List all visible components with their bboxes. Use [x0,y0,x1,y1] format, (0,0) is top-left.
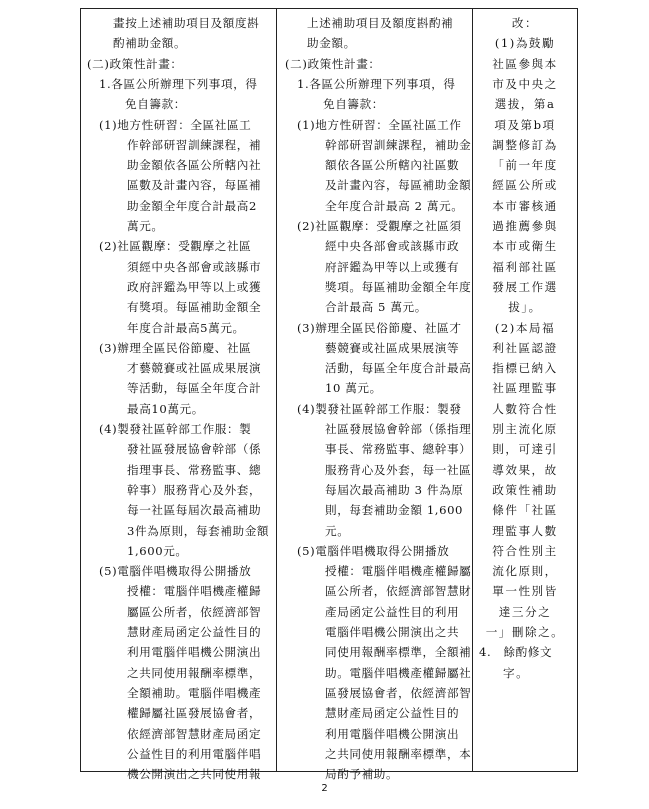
original-text-line: 及計畫內容，每區補助金額 [325,178,472,193]
current-text-line: 年度合計最高5萬元。 [127,320,245,335]
current-text-line: (2)社區觀摩：受觀摩之社區 [99,239,252,254]
current-text-line: 屬區公所者，依經濟部智 [127,604,262,619]
current-text-line: 1.各區公所辦理下列事項，得 [99,76,258,91]
explanation-line: 項及第b項 [494,117,556,132]
explanation-line: 達三分之 [498,604,552,619]
explanation-line: 選拔，第a [494,97,556,112]
current-text-line: 慧財產局函定公益性目的 [127,625,262,639]
current-text-line: (二)政策性計畫： [87,56,183,71]
current-text-line: 指理事長、常務監事、總 [127,462,262,477]
current-text-line: 權歸屬社區發展協會者， [127,706,262,721]
explanation-line: 一」刪除之。 [485,625,565,639]
explanation-line: 別主流化原 [492,422,558,436]
explanation-line: 單一性別皆 [492,584,558,599]
current-text-line: 3件為原則，每套補助金額 [127,523,270,538]
explanation-line: 「前一年度 [492,158,558,173]
current-text-line: 畫按上述補助項目及額度斟 [113,16,260,30]
explanation-line: 指標已納入 [492,361,558,376]
explanation-line: 發展工作選 [492,279,558,294]
current-text-line: 作幹部研習訓練課程，補 [127,137,262,152]
original-text-line: 府評鑑為甲等以上或獲有 [325,259,460,274]
original-text-line: 活動，每區全年度合計最高 [325,361,472,376]
current-text-line: 等活動，每區全年度合計 [127,381,262,396]
current-text-line: 須經中央各部會或該縣市 [127,259,262,274]
current-text-line: (1)地方性研習：全區社區工 [99,117,252,132]
original-text-line: 助金額。 [307,36,356,51]
column-explanation [473,9,578,772]
original-text-line: 事長、常務監事、總幹事） [325,442,472,457]
current-text-line: 授權：電腦伴唱機產權歸 [127,584,262,599]
current-text-line: 才藝競賽或社區成果展演 [127,361,262,376]
original-text-line: 之共同使用報酬率標準，本 [325,746,472,761]
explanation-line: 導效果，故 [492,462,558,477]
original-text-line: 助。電腦伴唱機產權歸屬社 [325,665,472,680]
explanation-line: 政策性補助 [492,482,558,497]
current-text-line: 最高10萬元。 [127,401,204,416]
original-text-line: 利用電腦伴唱機公開演出 [325,726,460,741]
current-text-line: 免自籌款： [125,97,186,112]
current-text-line: 1,600元。 [127,543,188,558]
explanation-line: 人數符合性 [492,401,558,416]
current-text-line: 公益性目的利用電腦伴唱 [127,746,262,761]
explanation-line: 字。 [503,665,530,680]
current-text-line: (5)電腦伴唱機取得公開播放 [99,564,252,579]
original-text-line: 全年度合計最高 2 萬元。 [325,198,464,213]
original-text-line: 局酌予補助。 [325,767,399,782]
current-text-line: 幹事）服務背心及外套， [127,482,262,497]
explanation-line: 經區公所或 [492,178,558,193]
original-text-line: 經中央各部會或該縣市政 [325,239,460,254]
current-text-line: (3)辦理全區民俗節慶、社區 [99,340,252,355]
current-text-line: 依經濟部智慧財產局函定 [127,726,262,741]
explanation-line: 福利部社區 [492,259,558,274]
current-text-line: 全額補助。電腦伴唱機產 [127,685,262,700]
page-number: 2 [321,783,328,794]
current-text-line: 萬元。 [127,219,164,233]
current-text-line: 助金額全年度合計最高2 [127,198,257,213]
original-text-line: 1.各區公所辦理下列事項，得 [297,76,456,91]
explanation-line: 4. 餘酌修文 [479,645,553,660]
original-text-line: 區公所者，依經濟部智慧財 [325,584,472,599]
original-text-line: 10 萬元。 [325,381,382,396]
original-text-line: 產局函定公益性目的利用 [325,604,460,619]
current-text-line: 助金額依各區公所轄內社 [127,158,262,173]
explanation-line: (2)本局福 [494,320,556,335]
explanation-line: 社區理監事 [492,381,558,396]
amendment-table [80,8,578,782]
original-text-line: 幹部研習訓練課程，補助金 [325,137,472,152]
explanation-line: 過推薦參與 [492,219,558,233]
original-text-line: 授權：電腦伴唱機產權歸屬 [325,564,472,579]
original-text-line: (5)電腦伴唱機取得公開播放 [297,543,450,558]
explanation-line: 改： [511,16,539,30]
original-text-line: 慧財產局函定公益性目的 [325,706,460,721]
original-text-line: (2)社區觀摩：受觀摩之社區須 [297,219,462,233]
explanation-line: 則，可達引 [492,442,558,457]
explanation-line: 社區參與本 [492,56,558,71]
original-text-line: 合計最高 5 萬元。 [325,300,427,315]
explanation-line: 本市或衛生 [492,239,558,254]
current-text-line: 利用電腦伴唱機公開演出 [127,645,262,660]
explanation-line: 拔」。 [508,300,542,315]
current-text-line: 有獎項。每區補助金額全 [127,300,262,315]
current-text-line: 之共同使用報酬率標準， [127,665,262,680]
original-text-line: 區發展協會者，依經濟部智 [325,685,472,700]
current-text-line: 政府評鑑為甲等以上或獲 [127,279,262,294]
current-text-line: 區數及計畫內容，每區補 [127,178,262,193]
current-text-line: 每一社區每屆次最高補助 [127,503,262,518]
original-text-line: (1)地方性研習：全區社區工作 [297,117,462,132]
original-text-line: 獎項。每區補助金額全年度 [325,279,472,294]
current-text-line: (4)製發社區幹部工作服：製 [99,422,252,436]
original-text-line: 電腦伴唱機公開演出之共 [325,625,460,639]
explanation-line: 本市審核通 [492,198,558,213]
original-text-line: 額依各區公所轄內社區數 [325,158,460,173]
explanation-line: 市及中央之 [492,76,558,91]
explanation-line: 流化原則， [492,564,558,579]
original-text-line: 社區發展協會幹部（係指理 [325,422,472,436]
original-text-line: 元。 [325,523,350,538]
original-text-line: 服務背心及外套，每一社區 [325,462,472,477]
original-text-line: 則，每套補助金額 1,600 [325,503,464,518]
explanation-line: 符合性別主 [492,543,558,558]
original-text-line: 每屆次最高補助 3 件為原 [325,482,464,497]
original-text-line: (3)辦理全區民俗節慶、社區才 [297,320,462,335]
original-text-line: (二)政策性計畫： [285,56,381,71]
current-text-line: 機公開演出之共同使用報 [127,767,262,782]
current-text-line: 酌補助金額。 [113,36,187,51]
explanation-line: 理監事人數 [492,523,558,538]
explanation-line: 調整修訂為 [492,137,558,152]
column-current-text [81,9,277,782]
current-text-line: 發社區發展協會幹部（係 [127,442,262,457]
column-original-text [277,9,473,782]
explanation-line: 利社區認證 [492,340,558,355]
explanation-line: (1)為鼓勵 [494,36,556,51]
original-text-line: 上述補助項目及額度斟酌補 [307,16,454,30]
original-text-line: 同使用報酬率標準，全額補 [325,645,472,660]
original-text-line: 免自籌款： [323,97,384,112]
explanation-line: 條件「社區 [492,503,558,518]
original-text-line: 藝競賽或社區成果展演等 [325,340,460,355]
original-text-line: (4)製發社區幹部工作服：製發 [297,401,462,416]
